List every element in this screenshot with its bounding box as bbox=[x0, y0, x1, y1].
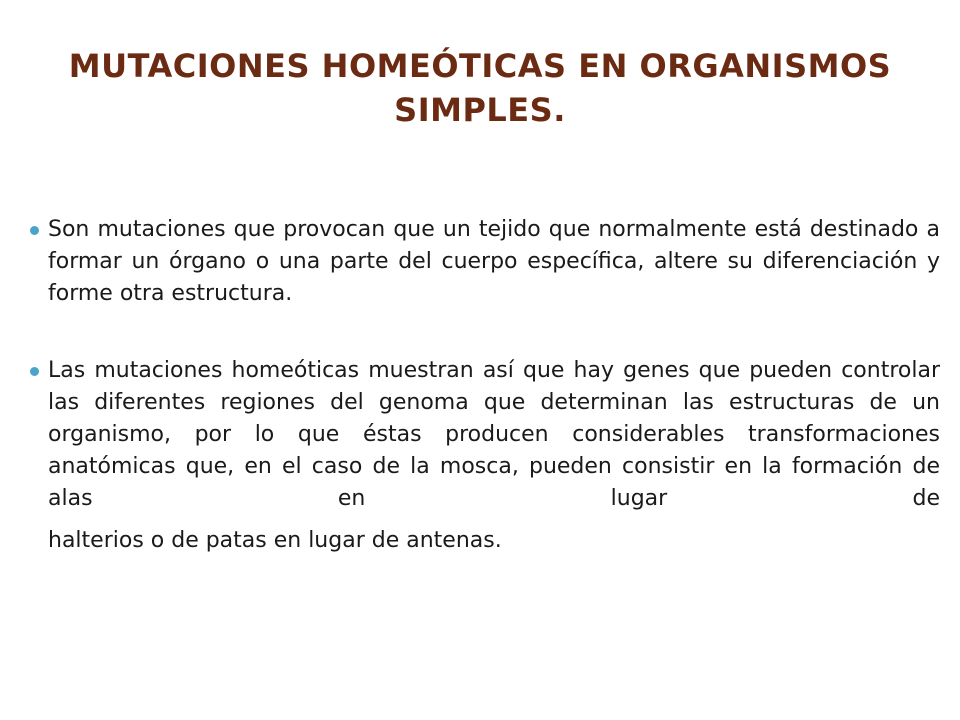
bullet-text: Son mutaciones que provocan que un tejido que normalmente está destinado a formar un órgano o una parte del cuerpo específica, altere su diferenciación y forme otra estructura. bbox=[48, 217, 940, 306]
bullet-text-last-line: halterios o de patas en lugar de antenas. bbox=[48, 528, 502, 553]
slide-title: MUTACIONES HOMEÓTICAS EN ORGANISMOS SIMPLES. bbox=[68, 47, 892, 129]
bullet-icon bbox=[30, 226, 39, 235]
bullet-item bbox=[30, 214, 940, 310]
bullet-item bbox=[30, 355, 940, 557]
slide-body bbox=[30, 214, 940, 557]
bullet-icon bbox=[30, 367, 39, 376]
bullet-text: Las mutaciones homeóticas muestran así que hay genes que pueden controlar las diferentes regiones del genoma que determinan las estructuras de un organismo, por lo que éstas producen considerables transformaciones anatómicas que, en el caso de la mosca, pueden consistir en la formación de alas en lugar de bbox=[48, 358, 940, 511]
